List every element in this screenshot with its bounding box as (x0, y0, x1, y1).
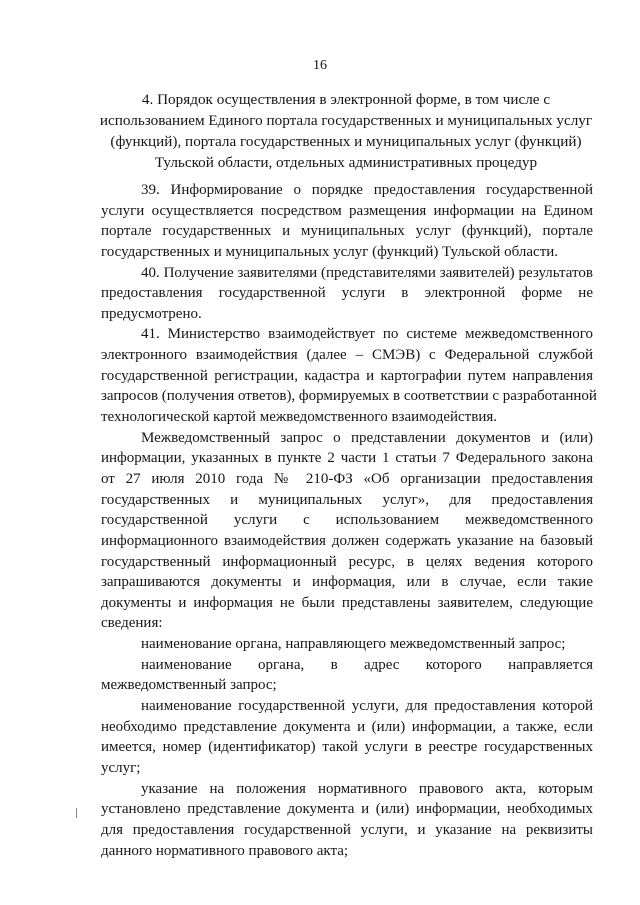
paragraph-line: документы и информация не были представлены заявителем, следующие (101, 594, 593, 611)
list-item-requesting-authority (101, 634, 593, 655)
paragraph-line: информации, указанных в пункте 2 части 1 статьи 7 Федерального закона (101, 450, 593, 467)
paragraph-line: государственных и муниципальных услуг (функций) Тульской области. (101, 243, 559, 260)
paragraph-line: услуги осуществляется посредством размещения информации на Едином (101, 202, 593, 219)
paragraph-line: необходимо представление документа и (или) информации, а также, если (101, 718, 593, 735)
scan-mark (76, 808, 80, 818)
paragraph-interagency-request (101, 428, 593, 634)
paragraph-line: установлено представление документа и (или) информации, необходимых (101, 801, 593, 818)
paragraph-line: технологической картой межведомственного взаимодействия. (101, 409, 497, 426)
list-item-addressee-authority (101, 655, 593, 696)
paragraph-line: от 27 июля 2010 года № 210-ФЗ «Об организации предоставления (101, 470, 593, 487)
section-heading-line: (функций), портала государственных и муниципальных услуг (функций) (110, 133, 582, 150)
paragraph-line: государственной регистрации, кадастра и картографии путем направления (101, 367, 593, 384)
section-heading-line: использованием Единого портала государственных и муниципальных услуг (99, 112, 593, 129)
paragraph-line: электронного взаимодействия (далее – СМЭВ) с Федеральной службой (101, 347, 593, 364)
paragraph-line: предусмотрено. (101, 305, 202, 322)
paragraph-line: имеется, номер (идентификатор) такой услуги в реестре государственных (101, 739, 593, 756)
paragraph-line: для предоставления государственной услуги, и указание на реквизиты (101, 821, 593, 838)
paragraph-line: указание на положения нормативного правового акта, которым (141, 780, 593, 797)
paragraph-line: 41. Министерство взаимодействует по системе межведомственного (141, 326, 593, 343)
paragraph-line: услуг; (101, 759, 141, 776)
section-heading-line: Тульской области, отдельных административных процедур (154, 154, 538, 171)
paragraph-line: 39. Информирование о порядке предоставления государственной (141, 182, 593, 198)
section-heading-line: 4. Порядок осуществления в электронной форме, в том числе с (141, 91, 551, 108)
paragraph-line: наименование органа, направляющего межведомственный запрос; (141, 636, 566, 653)
paragraph-39 (101, 180, 593, 263)
paragraph-line: 40. Получение заявителями (представителями заявителей) результатов (141, 264, 593, 281)
paragraph-line: государственной услуги с использованием межведомственного (101, 512, 593, 529)
paragraph-line: сведения: (101, 615, 163, 632)
paragraph-line: информационного взаимодействия должен содержать указание на базовый (101, 532, 593, 549)
body-text (101, 180, 597, 861)
paragraph-line: государственных и муниципальных услуг», для предоставления (101, 491, 593, 508)
paragraph-line: портале государственных и муниципальных услуг (функций), портале (101, 223, 593, 240)
list-item-service-name (101, 696, 593, 779)
section-heading (96, 89, 596, 173)
paragraph-line: Межведомственный запрос о представлении документов и (или) (141, 429, 593, 446)
paragraph-line: наименование органа, в адрес которого направляется (141, 656, 593, 673)
paragraph-line: межведомственный запрос; (101, 677, 277, 694)
paragraph-line: запросов (получения ответов), формируемых в соответствии с разработанной (101, 388, 597, 405)
paragraph-line: предоставления государственной услуги в электронной форме не (101, 285, 593, 302)
paragraph-line: наименование государственной услуги, для предоставления которой (141, 698, 593, 715)
paragraph-line: государственный информационный ресурс, в целях ведения которого (101, 553, 593, 570)
paragraph-41 (101, 324, 597, 427)
list-item-legal-act (101, 779, 593, 862)
paragraph-line: запрашиваются документы и информация, или в случае, если такие (101, 574, 593, 591)
page-number: 16 (313, 58, 327, 73)
paragraph-40 (101, 263, 593, 325)
paragraph-line: данного нормативного правового акта; (101, 842, 349, 859)
